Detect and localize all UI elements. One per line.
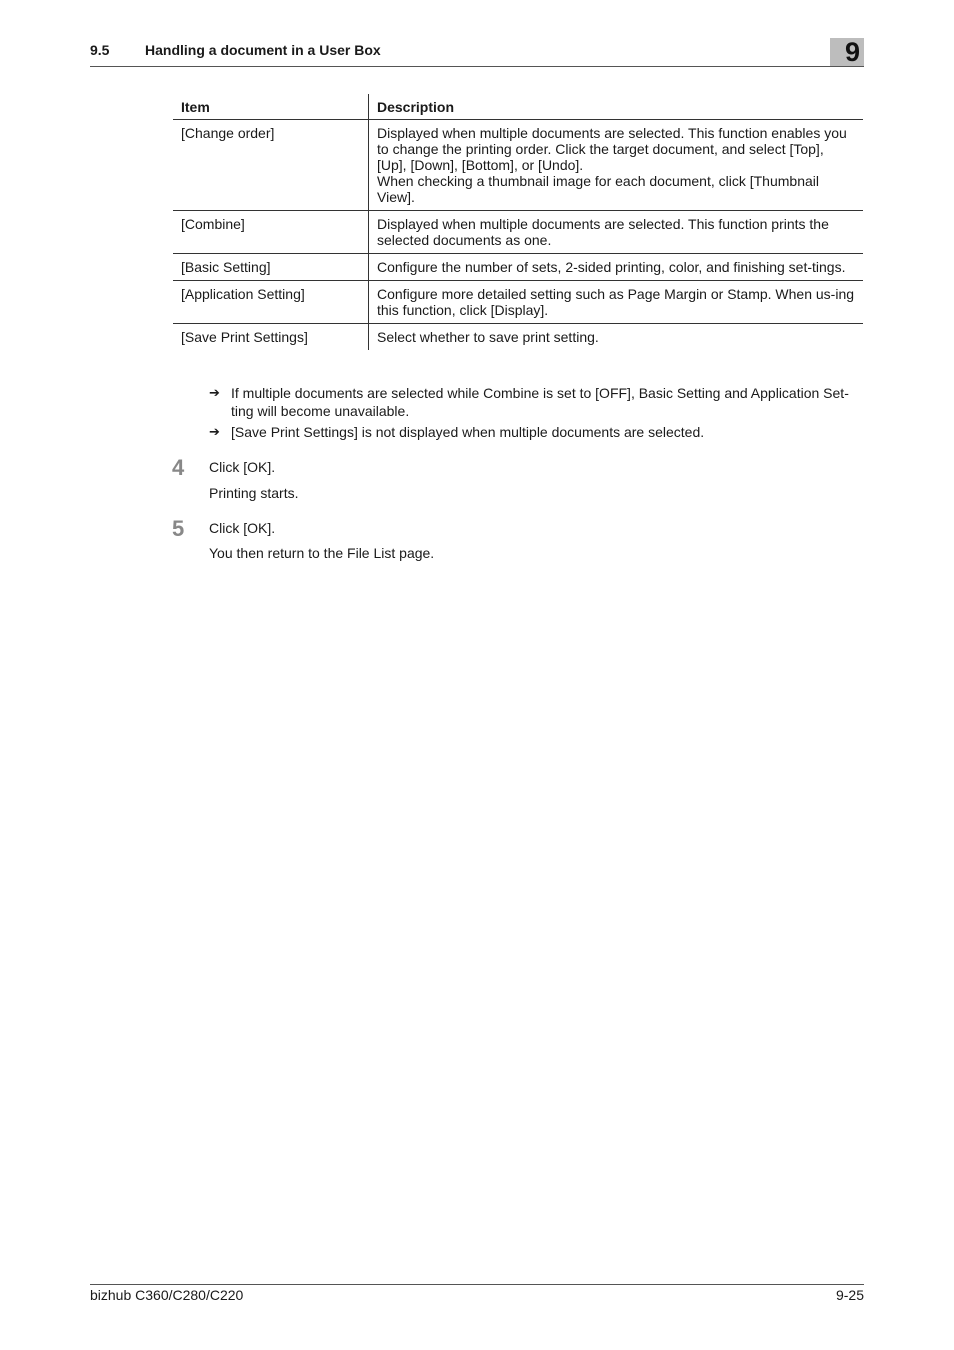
table-row	[173, 254, 863, 281]
description-cell: Select whether to save print setting.	[377, 329, 599, 345]
step-number: 5	[172, 516, 185, 541]
settings-table	[173, 94, 863, 350]
description-text: Displayed when multiple documents are selected. This function enables you to change the printing order. Click the target document, and select [Top], [Up], [Down], [Bottom], or [Undo].	[377, 125, 847, 173]
table-row	[173, 324, 863, 351]
note-item	[209, 423, 864, 441]
section-title: Handling a document in a User Box	[145, 42, 381, 58]
table-row	[173, 120, 863, 211]
page-number: 9-25	[835, 1287, 864, 1303]
description-cell: Configure the number of sets, 2-sided printing, color, and finishing set-tings.	[369, 254, 864, 281]
item-cell: [Save Print Settings]	[173, 324, 369, 351]
description-cell: Configure more detailed setting such as Page Margin or Stamp. When us-ing this function, click [Display].	[369, 281, 864, 324]
step-result: Printing starts.	[209, 485, 299, 501]
description-text-extra: When checking a thumbnail image for each document, click [Thumbnail View].	[377, 173, 819, 205]
arrow-icon: ➔	[209, 424, 220, 439]
section-number: 9.5	[90, 42, 110, 58]
note-text: If multiple documents are selected while Combine is set to [OFF], Basic Setting and Application Set-ting will become unavailable.	[231, 385, 849, 419]
step-instruction: Click [OK].	[209, 459, 276, 475]
item-cell: [Combine]	[173, 211, 369, 254]
page-header	[90, 38, 864, 67]
description-cell: Displayed when multiple documents are selected. This function prints the selected documents as one.	[369, 211, 864, 254]
item-cell: [Application Setting]	[173, 281, 369, 324]
table-row	[173, 211, 863, 254]
chapter-number: 9	[844, 37, 860, 67]
note-item	[209, 384, 864, 420]
table-row	[173, 281, 863, 324]
item-cell: [Change order]	[173, 120, 369, 211]
chapter-tab	[830, 38, 864, 66]
description-cell	[369, 120, 864, 211]
step-result: You then return to the File List page.	[209, 545, 435, 561]
column-header-item: Item	[173, 94, 369, 120]
product-model: bizhub C360/C280/C220	[90, 1287, 244, 1303]
column-header-description: Description	[369, 94, 864, 120]
notes-list	[209, 384, 864, 444]
arrow-icon: ➔	[209, 385, 220, 400]
item-cell: [Basic Setting]	[173, 254, 369, 281]
table-header-row	[173, 94, 863, 120]
note-text: [Save Print Settings] is not displayed when multiple documents are selected.	[231, 424, 705, 440]
step-number: 4	[172, 455, 185, 480]
step-instruction: Click [OK].	[209, 520, 276, 536]
page-footer	[90, 1284, 864, 1303]
